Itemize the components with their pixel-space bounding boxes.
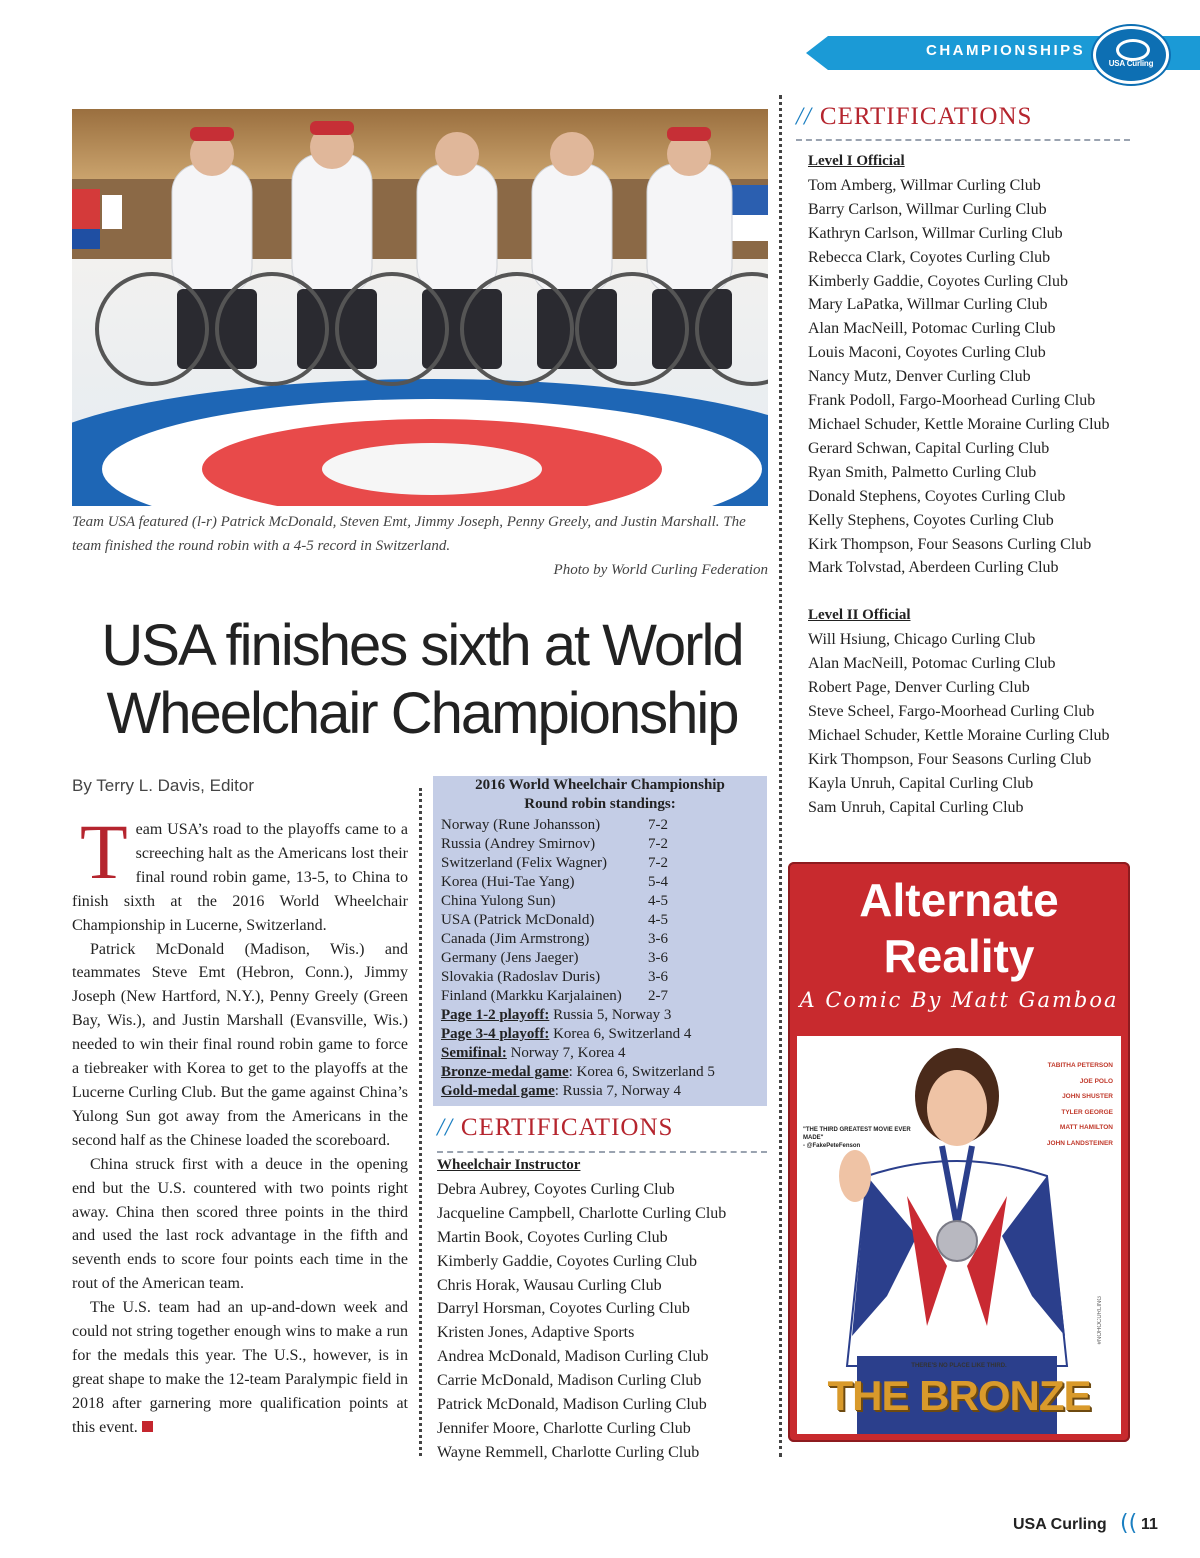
result-score: Korea 6, Switzerland 4	[549, 1026, 692, 1042]
certifications-title: CERTIFICATIONS	[460, 1114, 674, 1141]
list-item: Andrea McDonald, Madison Curling Club	[437, 1348, 709, 1366]
list-item: Jennifer Moore, Charlotte Curling Club	[437, 1419, 691, 1437]
standings-row	[441, 968, 767, 987]
headline-line-1: USA finishes sixth at World	[101, 613, 743, 678]
page-number: 11	[1141, 1516, 1158, 1533]
list-item: Kelly Stephens, Coyotes Curling Club	[808, 511, 1054, 529]
paragraph-4	[72, 1296, 408, 1439]
quote-text: "THE THIRD GREATEST MOVIE EVER MADE"	[803, 1127, 911, 1141]
byline: By Terry L. Davis, Editor	[72, 776, 255, 795]
caption-text: Team USA featured (l-r) Patrick McDonald, Steven Emt, Jimmy Joseph, Penny Greely, and Justin Marshall. The team finished the round robin with a 4-5 record in Switzerland.	[72, 514, 746, 554]
list-item: Will Hsiung, Chicago Curling Club	[808, 631, 1036, 649]
list-item: Tom Amberg, Willmar Curling Club	[808, 176, 1041, 194]
quote-attribution: - @FakePeteFenson	[803, 1143, 861, 1149]
standings-row	[441, 873, 767, 892]
poster-tagline: THERE'S NO PLACE LIKE THIRD.	[911, 1363, 1007, 1369]
standings-row	[441, 911, 767, 930]
team-record: 7-2	[648, 855, 668, 871]
list-item: Gerard Schwan, Capital Curling Club	[808, 439, 1050, 457]
team-name: Slovakia (Radoslav Duris)	[441, 969, 601, 985]
list-item: Michael Schuder, Kettle Moraine Curling Club	[808, 415, 1110, 433]
certifications-title: CERTIFICATIONS	[819, 103, 1033, 130]
section-label: CHAMPIONSHIPS	[926, 42, 1086, 59]
poster-credits	[1023, 1058, 1113, 1151]
result-score: Russia 5, Norway 3	[549, 1007, 672, 1023]
end-mark-icon	[142, 1421, 153, 1432]
list-item: Steve Scheel, Fargo-Moorhead Curling Club	[808, 702, 1095, 720]
paragraph-4-text: The U.S. team had an up-and-down week and could not string together enough wins to make a run for the medals this year. The U.S., however, is in great shape to make the 12-team Paralympic field in 2018 after garnering more qualification points at this event.	[72, 1299, 408, 1436]
result-label: Gold-medal game	[441, 1083, 555, 1099]
team-name: Germany (Jens Jaeger)	[441, 950, 579, 966]
team-name: Norway (Rune Johansson)	[441, 817, 601, 833]
curling-stone-icon	[1116, 39, 1150, 61]
result-label: Semifinal:	[441, 1045, 507, 1061]
standings-row	[441, 835, 767, 854]
paragraph-2: Patrick McDonald (Madison, Wis.) and teammates Steve Emt (Hebron, Conn.), Jimmy Joseph (New Hartford, N.Y.), Penny Greely (Green Bay, Wis.), and Justin Marshall (Evansville, Wis.) needed to win their final round robin game to force a tiebreaker with Korea to get to the playoffs at the Lucerne Curling Club. But the game against China’s Yulong Sun got away from the Americans in the second half as the Chinese loaded the scoreboard.	[72, 940, 408, 1149]
heading-rule	[796, 139, 1130, 141]
poster-quote	[803, 1126, 913, 1150]
list-item: Patrick McDonald, Madison Curling Club	[437, 1396, 707, 1414]
poster-credit-name: TABITHA PETERSON	[1047, 1062, 1113, 1069]
list-item: Kirk Thompson, Four Seasons Curling Club	[808, 535, 1092, 553]
standings-row	[441, 930, 767, 949]
poster-title: THE BRONZE	[827, 1372, 1091, 1419]
list-item: Martin Book, Coyotes Curling Club	[437, 1228, 668, 1246]
usa-curling-logo	[1093, 26, 1169, 84]
team-name: Canada (Jim Armstrong)	[441, 931, 590, 947]
comic-title-1: Alternate	[859, 874, 1059, 926]
column-divider	[779, 95, 782, 1457]
list-item: Chris Horak, Wausau Curling Club	[437, 1276, 662, 1294]
comic-subtitle: A Comic By Matt Gamboa	[799, 988, 1119, 1012]
standings-row	[441, 892, 767, 911]
list-heading: Level II Official	[808, 607, 911, 624]
certifications-heading-right	[796, 103, 1032, 131]
photo-caption	[72, 510, 768, 582]
result-score: : Korea 6, Switzerland 5	[568, 1064, 715, 1080]
playoff-result	[441, 1063, 767, 1082]
slashes-icon: //	[437, 1114, 453, 1141]
poster-credit-name: JOHN LANDSTEINER	[1046, 1139, 1113, 1147]
playoff-result	[441, 1025, 767, 1044]
list-item: Mary LaPatka, Willmar Curling Club	[808, 296, 1048, 314]
list-item: Wayne Remmell, Charlotte Curling Club	[437, 1443, 700, 1461]
list-item: Carrie McDonald, Madison Curling Club	[437, 1372, 702, 1390]
standings-title-1: 2016 World Wheelchair Championship	[475, 777, 725, 793]
standings-title	[433, 776, 767, 814]
list-item: Barry Carlson, Willmar Curling Club	[808, 200, 1047, 218]
officials-list	[808, 150, 1110, 819]
playoff-result	[441, 1082, 767, 1101]
paragraph-1-text: eam USA’s road to the playoffs came to a screeching halt as the Americans lost their final round robin game, 13-5, to China to finish sixth at the 2016 World Wheelchair Championship in Lucerne, Switzerland.	[72, 821, 408, 934]
team-record: 7-2	[648, 817, 668, 833]
list-item: Alan MacNeill, Potomac Curling Club	[808, 320, 1056, 338]
team-record: 3-6	[648, 931, 668, 947]
standings-row	[441, 816, 767, 835]
list-item: Kristen Jones, Adaptive Sports	[437, 1324, 635, 1342]
list-item: Kathryn Carlson, Willmar Curling Club	[808, 224, 1063, 242]
list-item: Louis Maconi, Coyotes Curling Club	[808, 344, 1046, 362]
list-item: Robert Page, Denver Curling Club	[808, 679, 1030, 697]
certifications-heading-mid	[437, 1114, 673, 1142]
list-item: Kimberly Gaddie, Coyotes Curling Club	[808, 272, 1068, 290]
list-item: Alan MacNeill, Potomac Curling Club	[808, 655, 1056, 673]
wheelchair-instructor-list	[437, 1154, 726, 1465]
article-headline	[72, 612, 772, 748]
team-name: USA (Patrick McDonald)	[441, 912, 595, 928]
paragraph-1	[72, 808, 408, 938]
team-record: 2-7	[648, 988, 668, 1004]
team-record: 3-6	[648, 950, 668, 966]
team-name: Switzerland (Felix Wagner)	[441, 855, 607, 871]
footer-mark-icon: ((	[1120, 1511, 1138, 1536]
list-spacer	[808, 580, 1110, 604]
team-record: 4-5	[648, 912, 668, 928]
list-item: Darryl Horsman, Coyotes Curling Club	[437, 1300, 690, 1318]
poster-credit-name: TYLER GEORGE	[1061, 1108, 1113, 1116]
list-item: Frank Podoll, Fargo-Moorhead Curling Club	[808, 392, 1096, 410]
result-score: : Russia 7, Norway 4	[554, 1083, 681, 1099]
logo-text: USA Curling	[1108, 59, 1154, 68]
playoff-result	[441, 1006, 767, 1025]
standings-row	[441, 987, 767, 1006]
standings-box	[433, 776, 767, 1106]
poster-credit-name: JOE POLO	[1079, 1077, 1113, 1085]
poster-hashtag: #NOHOCURLING	[1097, 1296, 1103, 1345]
standings-row	[441, 949, 767, 968]
list-item: Kayla Unruh, Capital Curling Club	[808, 774, 1034, 792]
list-item: Kimberly Gaddie, Coyotes Curling Club	[437, 1252, 697, 1270]
team-record: 3-6	[648, 969, 668, 985]
list-heading: Wheelchair Instructor	[437, 1157, 581, 1173]
heading-rule	[437, 1151, 767, 1153]
list-item: Kirk Thompson, Four Seasons Curling Club	[808, 750, 1092, 768]
poster-credit-name: JOHN SHUSTER	[1062, 1093, 1113, 1100]
list-item: Debra Aubrey, Coyotes Curling Club	[437, 1180, 675, 1198]
footer-brand: USA Curling	[1013, 1516, 1107, 1533]
standings-list	[433, 814, 767, 1101]
comic-title	[790, 872, 1128, 984]
list-item: Sam Unruh, Capital Curling Club	[808, 798, 1024, 816]
team-record: 7-2	[648, 836, 668, 852]
paragraph-3: China struck first with a deuce in the opening end but the U.S. countered with two points right away. China then scored three points in the third and used the last rock advantage in the fifth and seventh ends to score four points each time in the rout of the American team.	[72, 1155, 408, 1293]
team-name: Russia (Andrey Smirnov)	[441, 836, 596, 852]
column-divider-left	[419, 788, 422, 1456]
poster-credit-name: MATT HAMILTON	[1059, 1124, 1113, 1131]
drop-cap: T	[80, 808, 128, 895]
list-item: Jacqueline Campbell, Charlotte Curling Club	[437, 1204, 727, 1222]
comic-poster	[797, 1036, 1121, 1434]
list-item: Mark Tolvstad, Aberdeen Curling Club	[808, 559, 1059, 577]
list-item: Rebecca Clark, Coyotes Curling Club	[808, 248, 1051, 266]
list-item: Donald Stephens, Coyotes Curling Club	[808, 487, 1066, 505]
headline-line-2: Wheelchair Championship	[106, 681, 738, 746]
team-name: Finland (Markku Karjalainen)	[441, 988, 622, 1004]
standings-title-2: Round robin standings:	[524, 796, 676, 812]
list-item: Ryan Smith, Palmetto Curling Club	[808, 463, 1037, 481]
team-photo	[72, 109, 768, 506]
list-heading: Level I Official	[808, 153, 905, 169]
result-label: Page 3-4 playoff:	[441, 1026, 550, 1042]
team-name: China Yulong Sun)	[441, 893, 556, 909]
team-record: 5-4	[648, 874, 668, 890]
team-name: Korea (Hui-Tae Yang)	[441, 874, 575, 890]
photo-credit: Photo by World Curling Federation	[553, 562, 768, 578]
result-label: Page 1-2 playoff:	[441, 1007, 550, 1023]
standings-row	[441, 854, 767, 873]
list-item: Michael Schuder, Kettle Moraine Curling Club	[808, 726, 1110, 744]
slashes-icon: //	[796, 103, 812, 130]
article-body	[72, 808, 408, 1440]
comic-title-2: Reality	[883, 930, 1035, 982]
team-record: 4-5	[648, 893, 668, 909]
result-label: Bronze-medal game	[441, 1064, 569, 1080]
playoff-result	[441, 1044, 767, 1063]
result-score: Norway 7, Korea 4	[506, 1045, 626, 1061]
list-item: Nancy Mutz, Denver Curling Club	[808, 368, 1031, 386]
